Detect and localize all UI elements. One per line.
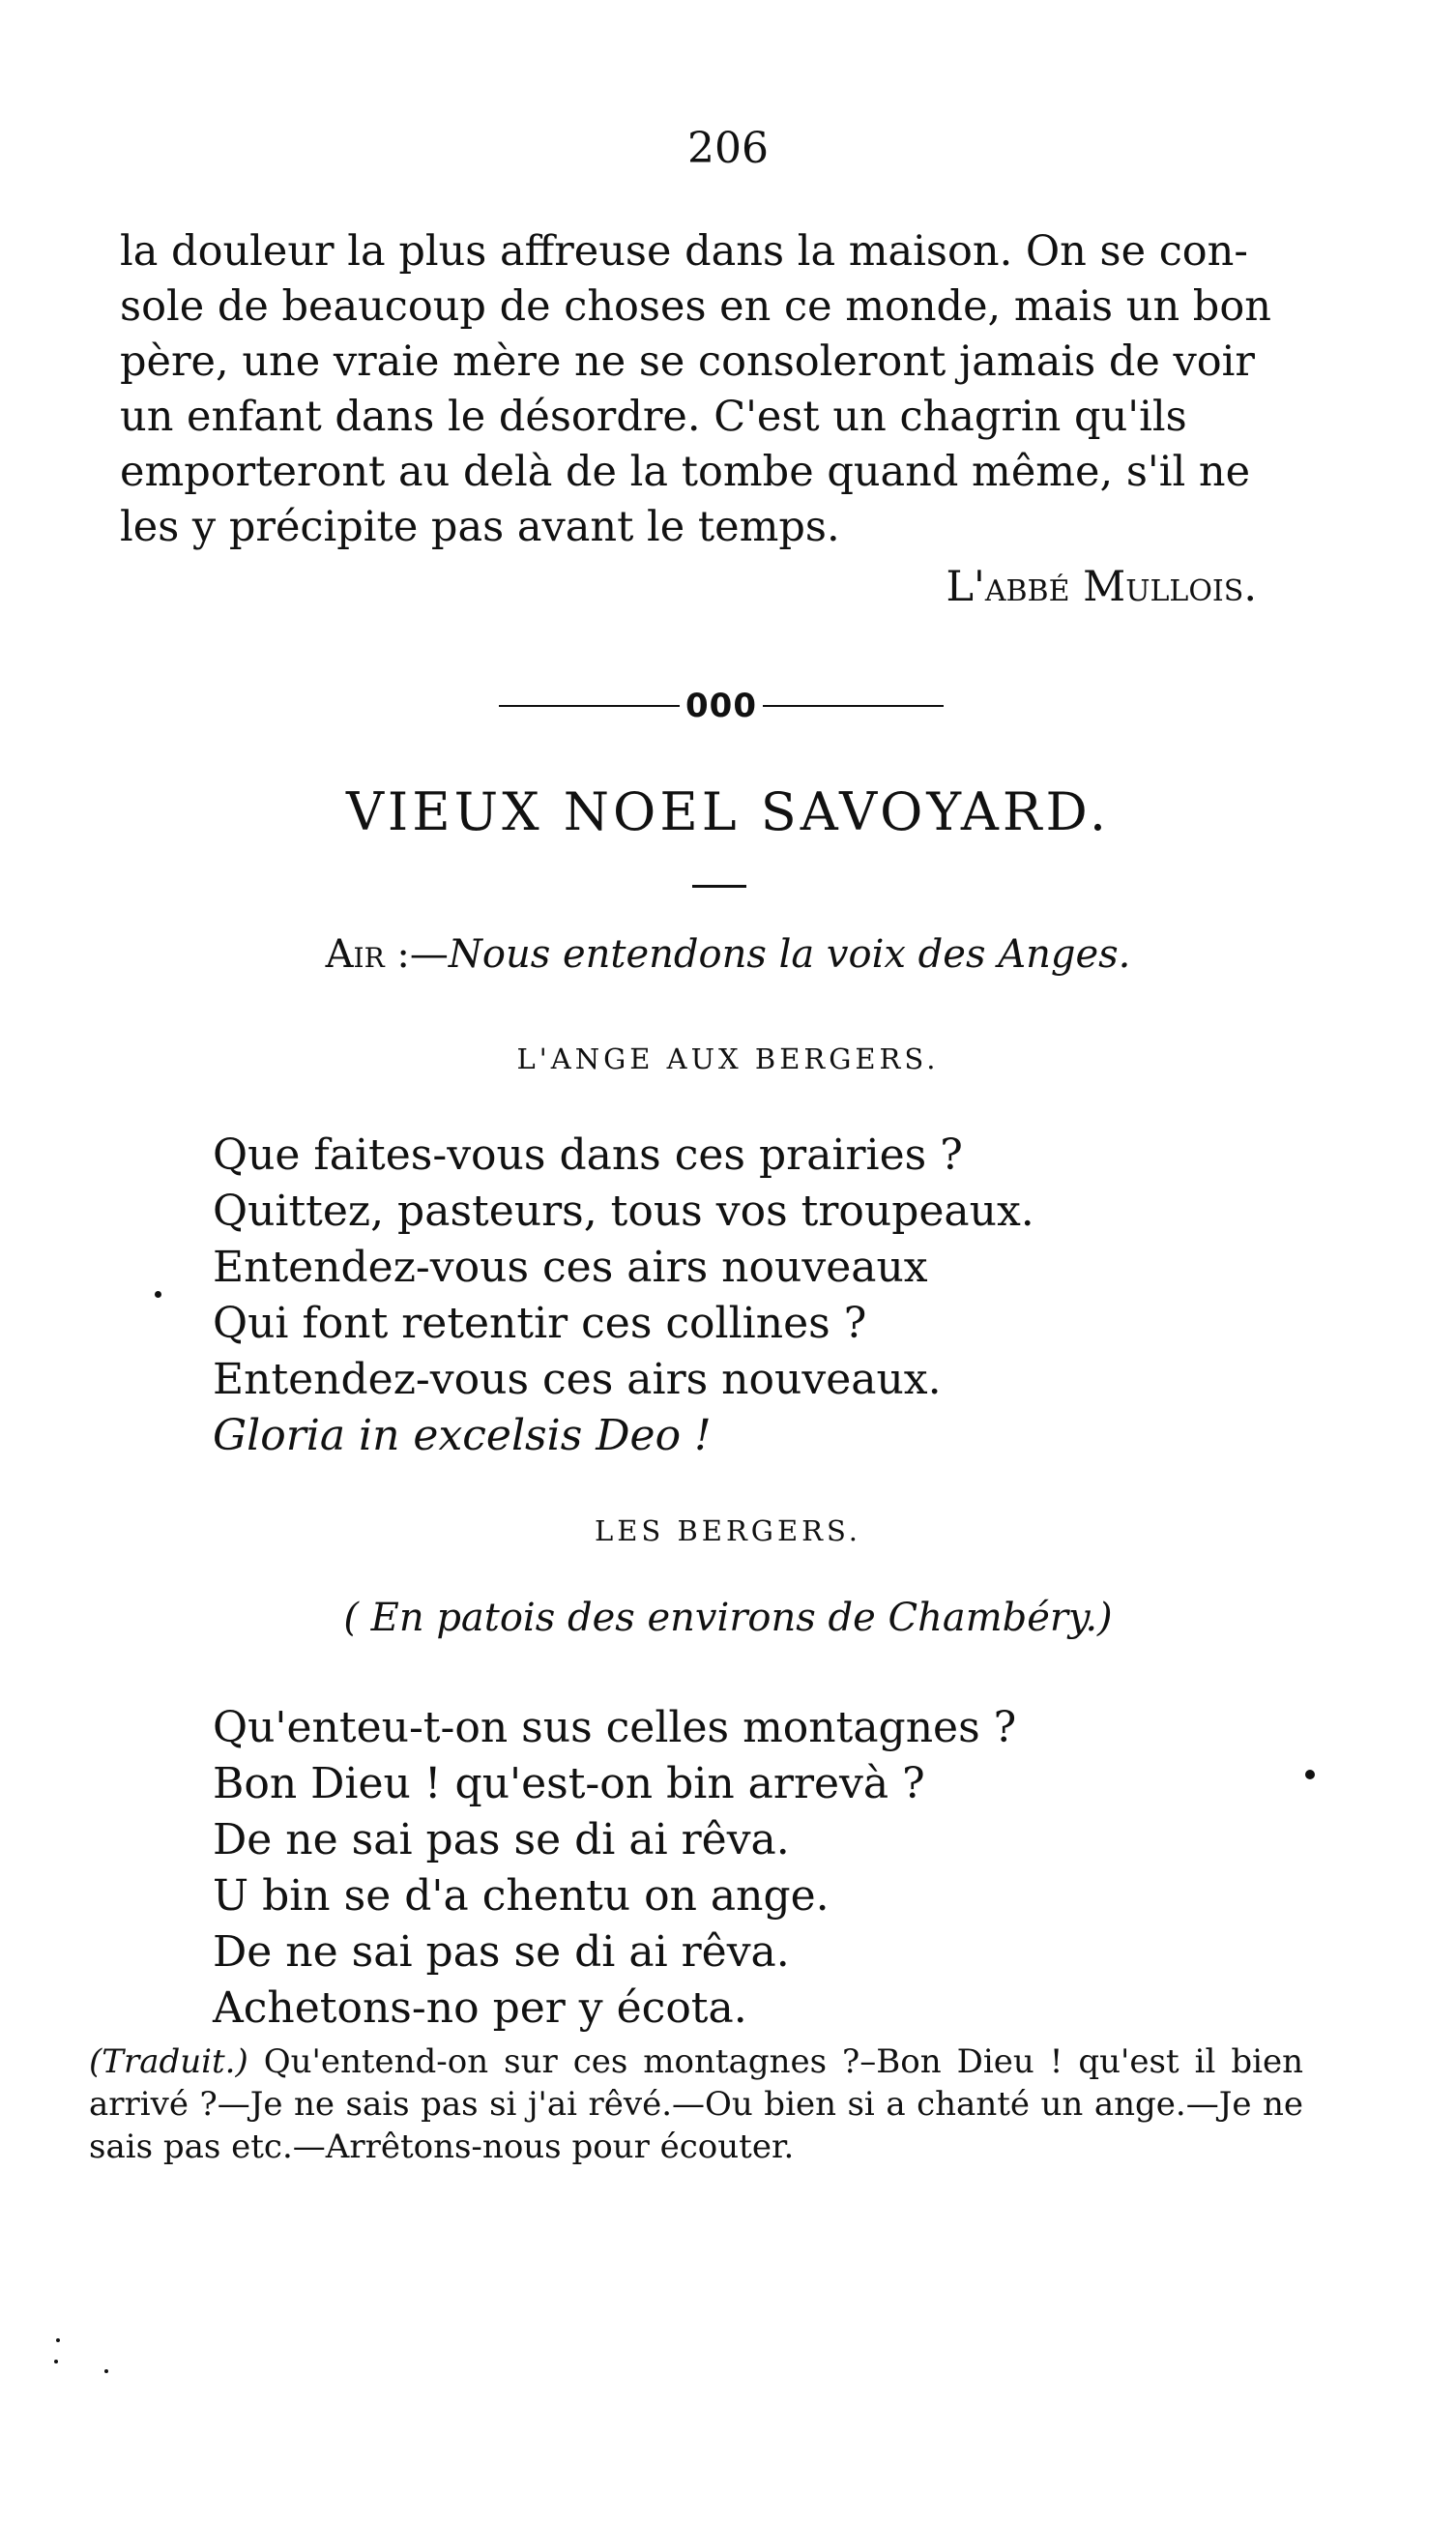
verse-line: Quittez, pasteurs, tous vos troupeaux. <box>213 1187 1034 1236</box>
verse-line: Bon Dieu ! qu'est-on bin arrevà ? <box>213 1759 925 1808</box>
prose-line: emporteront au delà de la tombe quand même, s'il ne <box>120 448 1251 496</box>
verse-line: Entendez-vous ces airs nouveaux <box>213 1243 928 1292</box>
verse-line: U bin se d'a chentu on ange. <box>213 1871 830 1921</box>
print-speck <box>56 2338 60 2342</box>
translation-label: (Traduit.) <box>89 2042 248 2081</box>
author-signature: L'abbé Mullois. <box>946 563 1257 611</box>
translation-text: Qu'entend-on sur ces montagnes ?–Bon Dieu ! qu'est il bien arrivé ?—Je ne sais pas si j'ai rêvé.—Ou bien si a chanté un ange.—Je ne sais pas etc.—Arrêtons-nous pour écouter. <box>89 2042 1303 2166</box>
print-speck <box>1305 1770 1315 1779</box>
title-rule <box>692 885 746 888</box>
poem-title: VIEUX NOEL SAVOYARD. <box>345 781 1111 842</box>
separator-rule-left <box>499 705 680 707</box>
verse-line-latin: Gloria in excelsis Deo ! <box>213 1411 712 1460</box>
air-tune: Nous entendons la voix des Anges. <box>448 932 1131 977</box>
separator-rule-right <box>763 705 944 707</box>
ornamental-separator <box>499 677 944 735</box>
verse-line: Que faites-vous dans ces prairies ? <box>213 1130 963 1180</box>
print-speck <box>104 2369 108 2373</box>
prose-paragraph <box>120 224 1309 555</box>
air-line <box>0 932 1456 977</box>
verse-shepherds <box>213 1700 1016 2037</box>
verse-line: Achetons-no per y écota. <box>213 1983 747 2033</box>
prose-line: la douleur la plus affreuse dans la maison. On se con- <box>120 227 1248 276</box>
prose-line: père, une vraie mère ne se consoleront jamais de voir <box>120 338 1255 386</box>
air-dash: — <box>409 932 449 977</box>
page-number: 206 <box>687 124 769 173</box>
air-label: Air : <box>325 932 410 977</box>
section-heading-shepherds: LES BERGERS. <box>594 1514 862 1547</box>
prose-line: un enfant dans le désordre. C'est un chagrin qu'ils <box>120 393 1187 441</box>
verse-line: Qu'enteu-t-on sus celles montagnes ? <box>213 1703 1017 1752</box>
patois-subtitle: ( En patois des environs de Chambéry.) <box>343 1596 1113 1640</box>
separator-ornament: 000 <box>685 687 757 725</box>
prose-line: les y précipite pas avant le temps. <box>120 503 840 551</box>
verse-line: De ne sai pas se di ai rêva. <box>213 1815 790 1864</box>
verse-line: De ne sai pas se di ai rêva. <box>213 1927 790 1977</box>
print-speck <box>155 1291 161 1298</box>
translation-note <box>89 2040 1303 2168</box>
prose-line: sole de beaucoup de choses en ce monde, mais un bon <box>120 282 1271 331</box>
verse-angel <box>213 1128 1034 1464</box>
verse-line: Qui font retentir ces collines ? <box>213 1299 867 1348</box>
verse-line: Entendez-vous ces airs nouveaux. <box>213 1355 942 1404</box>
section-heading-angel: L'ANGE AUX BERGERS. <box>516 1042 940 1075</box>
print-speck <box>54 2360 58 2363</box>
